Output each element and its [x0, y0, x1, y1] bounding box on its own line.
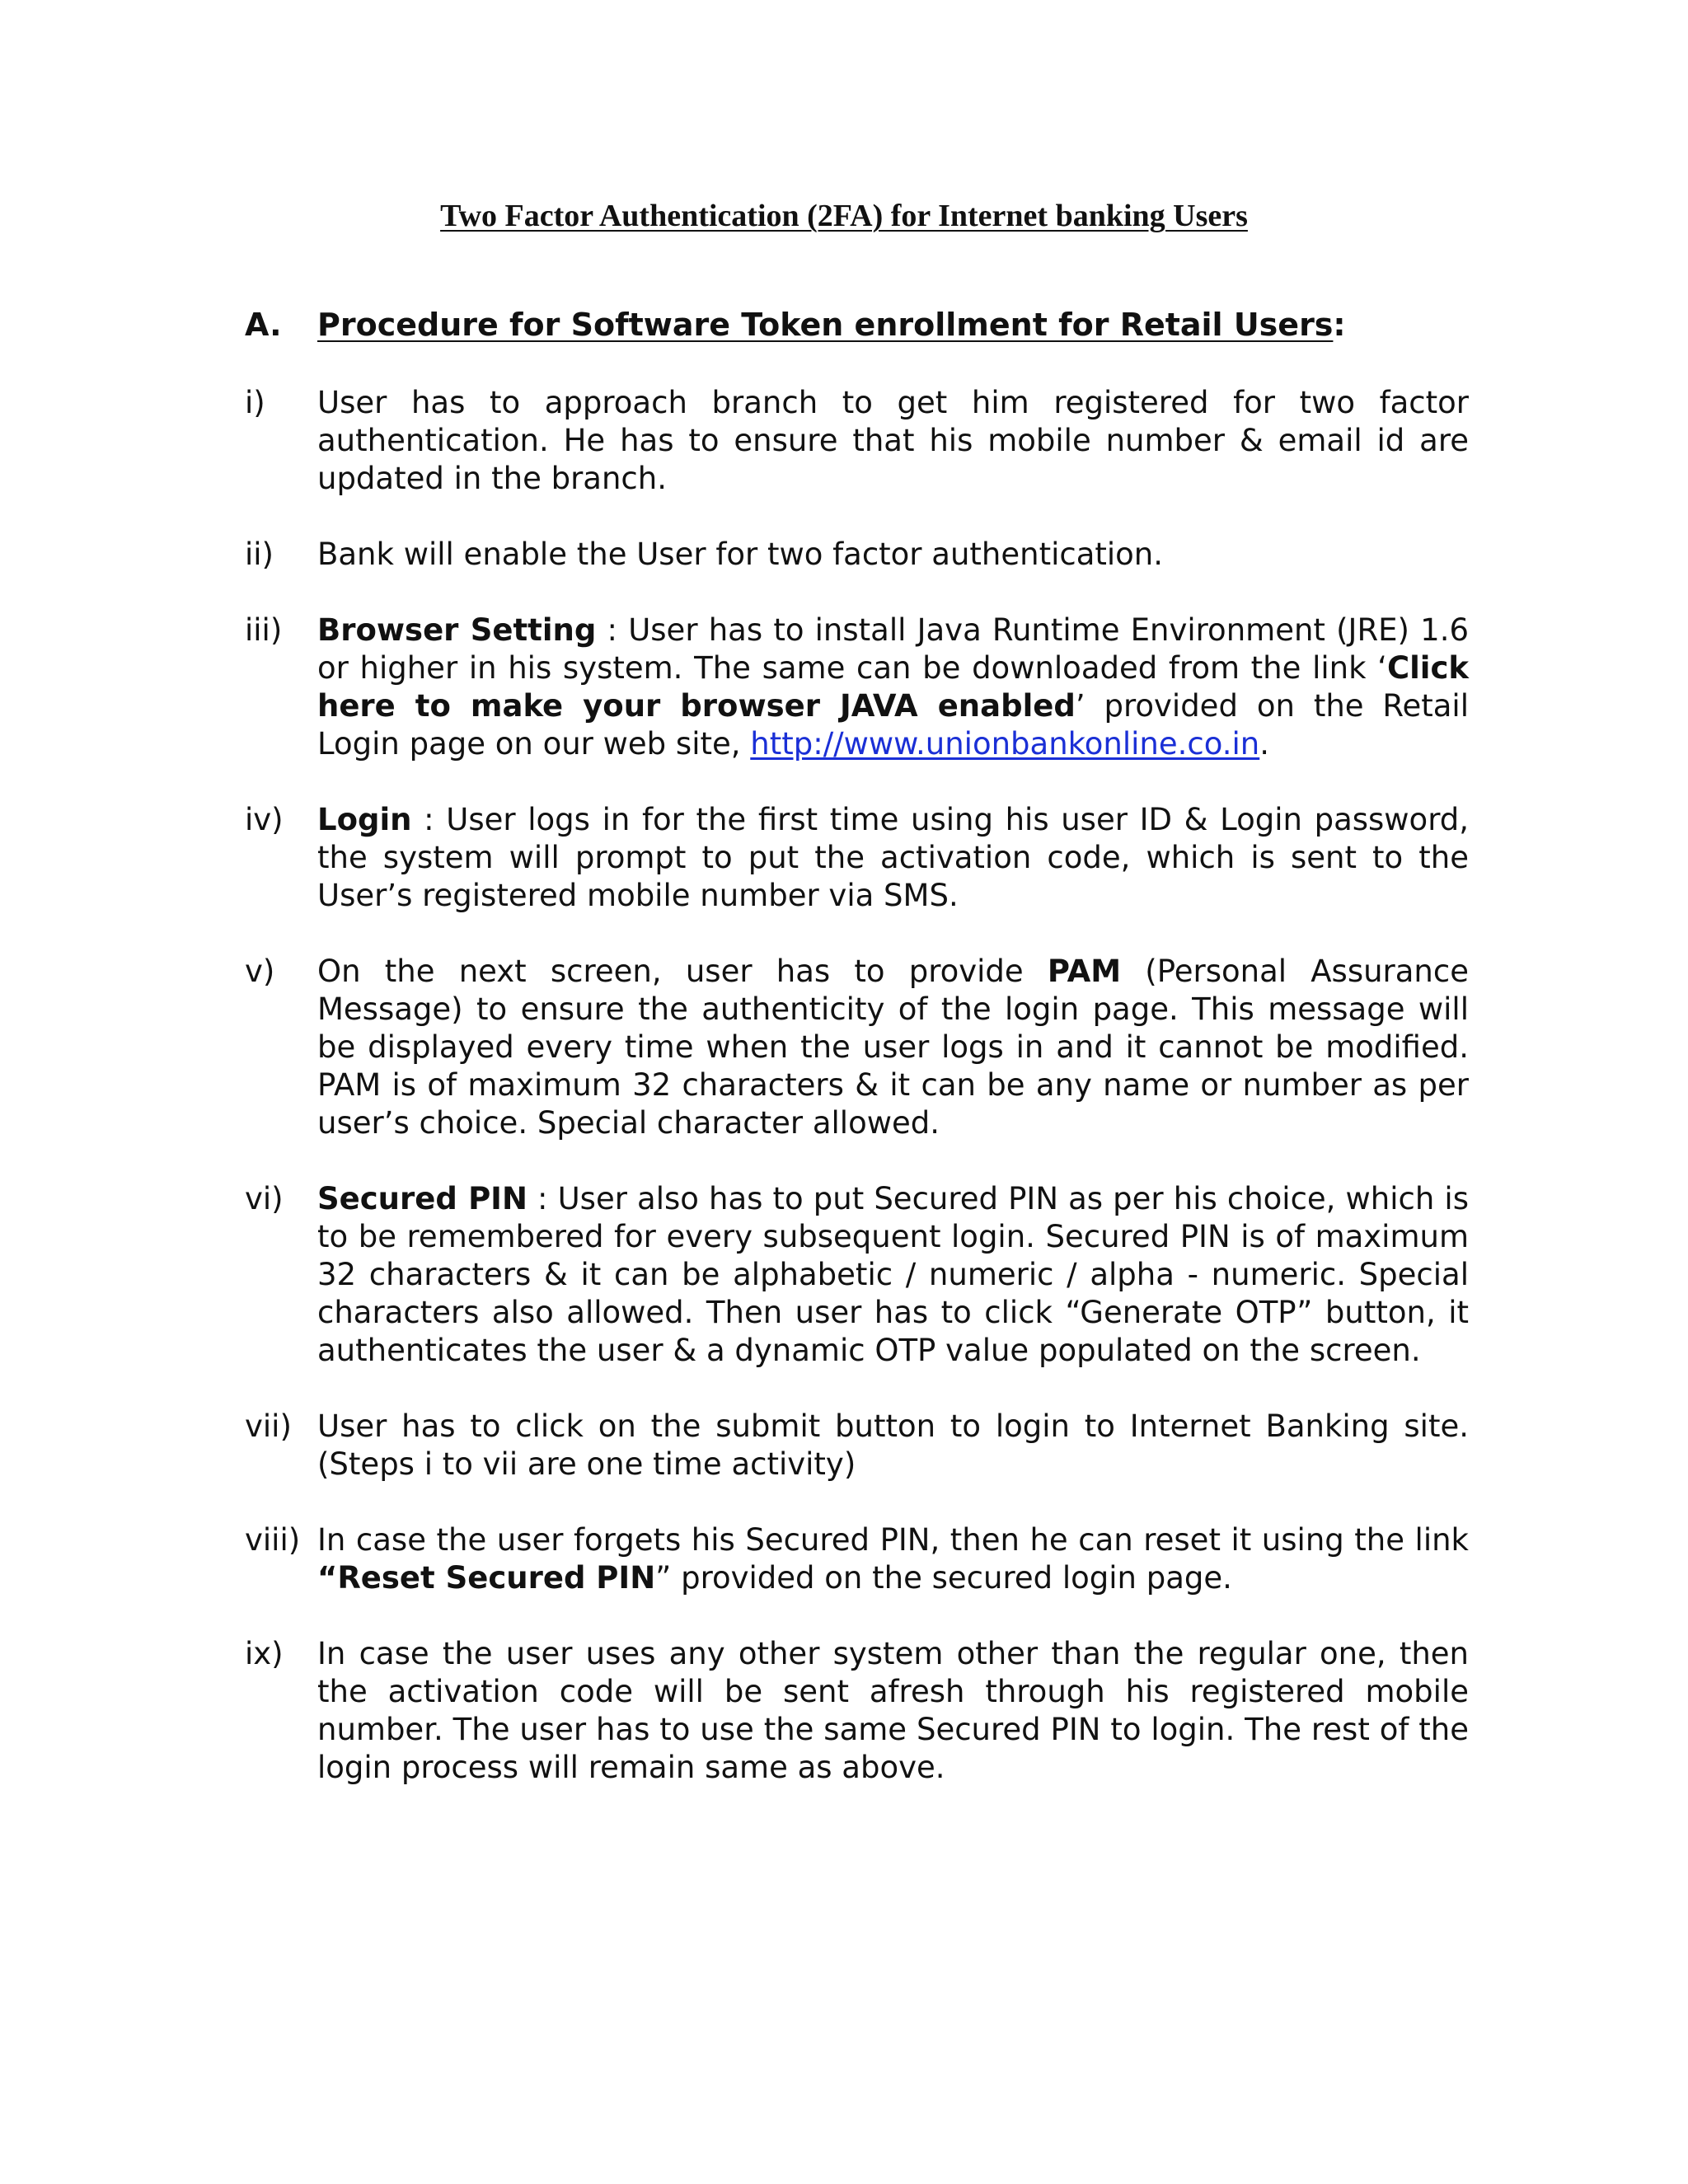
item-text: User has to approach branch to get him registered for two factor authentication. He has to ensure that his mobile number & email id are updated in the branch. [317, 385, 1469, 496]
item-text: Bank will enable the User for two factor authentication. [317, 537, 1164, 572]
item-number: ii) [245, 537, 274, 572]
item-number: vi) [245, 1181, 284, 1216]
website-link[interactable]: http://www.unionbankonline.co.in [750, 726, 1260, 762]
list-item-ix [245, 1635, 1469, 1787]
item-number: viii) [245, 1522, 301, 1558]
list-item-iv [245, 801, 1469, 915]
item-text: In case the user forgets his Secured PIN, then he can reset it using the link “Reset Secured PIN” provided on the secured login page. [317, 1522, 1469, 1596]
java-link-label: Click here to make your browser JAVA enabled [317, 650, 1469, 724]
item-text: Secured PIN : User also has to put Secured PIN as per his choice, which is to be remembered for every subsequent login. Secured PIN is of maximum 32 characters & it can be alphabetic / numeric / alpha - numeric. Special characters also allowed. Then user has to click “Generate OTP” button, it authenticates the user & a dynamic OTP value populated on the screen. [317, 1181, 1469, 1368]
item-number: iv) [245, 802, 284, 837]
reset-pin-label: “Reset Secured PIN [317, 1560, 656, 1596]
list-item-v [245, 953, 1469, 1142]
item-text: Browser Setting : User has to install Java Runtime Environment (JRE) 1.6 or higher in his system. The same can be downloaded from the link ‘Click here to make your browser JAVA enabled’ provided on the Retail Login page on our web site, http://www.unionbankonline.co.in. [317, 612, 1469, 762]
document-title: Two Factor Authentication (2FA) for Internet banking Users [440, 199, 1248, 233]
section-letter: A. [245, 307, 282, 343]
list-item-vi [245, 1180, 1469, 1370]
item-text: On the next screen, user has to provide PAM (Personal Assurance Message) to ensure the authenticity of the login page. This message will be displayed every time when the user logs in and it cannot be modified. PAM is of maximum 32 characters & it can be any name or number as per user’s choice. Special character allowed. [317, 954, 1469, 1141]
pam-label: PAM [1047, 954, 1122, 989]
item-text: In case the user uses any other system other than the regular one, then the activation code will be sent afresh through his registered mobile number. The user has to use the same Secured PIN to login. The rest of the login process will remain same as above. [317, 1636, 1469, 1785]
item-number: ix) [245, 1636, 284, 1671]
login-label: Login [317, 802, 412, 837]
secured-pin-label: Secured PIN [317, 1181, 528, 1216]
item-number: i) [245, 385, 265, 420]
section-title: Procedure for Software Token enrollment for Retail Users: [317, 307, 1346, 343]
item-number: iii) [245, 612, 283, 648]
list-item-vii [245, 1408, 1469, 1483]
list-item-ii [245, 536, 1469, 574]
list-item-viii [245, 1521, 1469, 1597]
list-item-iii [245, 612, 1469, 763]
item-number: vii) [245, 1408, 292, 1444]
browser-setting-label: Browser Setting [317, 612, 597, 648]
list-item-i [245, 384, 1469, 498]
item-text: Login : User logs in for the first time using his user ID & Login password, the system will prompt to put the activation code, which is sent to the User’s registered mobile number via SMS. [317, 802, 1469, 913]
item-number: v) [245, 954, 275, 989]
item-text: User has to click on the submit button to login to Internet Banking site. (Steps i to vii are one time activity) [317, 1408, 1469, 1482]
